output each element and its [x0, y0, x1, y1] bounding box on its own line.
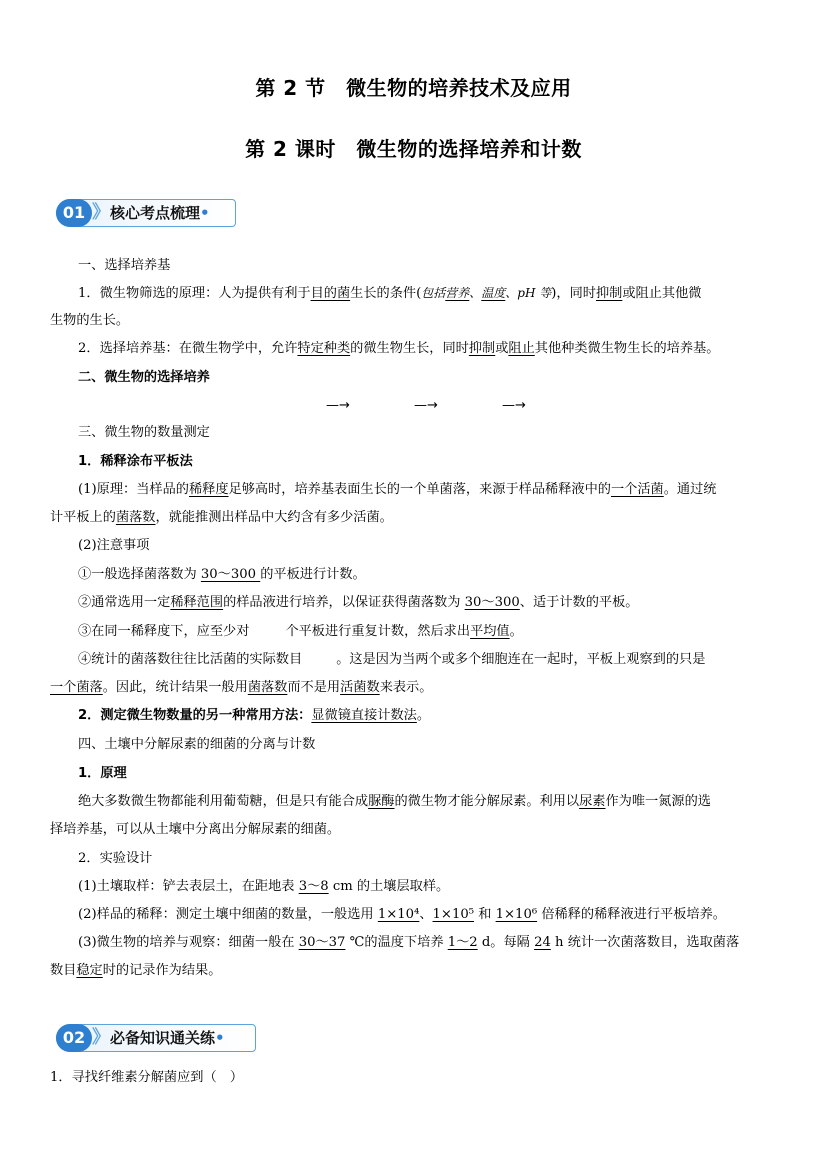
step-sampling: (1)土壤取样：铲去表层土，在距地表 3～8 cm 的土壤层取样。: [78, 879, 450, 894]
heading-selective-medium: 一、选择培养基: [78, 258, 171, 273]
arrow-icon: —→: [502, 398, 526, 413]
paragraph-3-cont: 计平板上的菌落数，就能推测出样品中大约含有多少活菌。: [50, 510, 393, 525]
banner-label: 必备知识通关练•: [110, 1029, 225, 1047]
section-title: 第 2 节 微生物的培养技术及应用: [255, 76, 572, 100]
banner-number: 01: [56, 199, 92, 227]
heading-counting: 三、微生物的数量测定: [78, 425, 210, 440]
dot-icon: •: [215, 1029, 225, 1047]
step-culture-cont: 数目稳定时的记录作为结果。: [50, 963, 222, 978]
step-dilution: (2)样品的稀释：测定土壤中细菌的数量，一般选用 1×10⁴、1×10⁵ 和 1×10⁶ 倍稀释的稀释液进行平板培养。: [78, 907, 726, 922]
heading-principle: 1．原理: [78, 766, 127, 781]
banner-label: 核心考点梳理•: [110, 204, 210, 222]
paragraph-microscope: 2．测定微生物数量的另一种常用方法：显微镜直接计数法。: [78, 708, 431, 723]
chevron-icon: 》: [92, 202, 110, 223]
heading-selective-culture: 二、微生物的选择培养: [78, 370, 210, 385]
chevron-icon: 》: [92, 1027, 110, 1048]
paragraph-1-cont: 生物的生长。: [50, 313, 130, 328]
paragraph-principle-cont: 择培养基，可以从土壤中分离出分解尿素的细菌。: [50, 822, 341, 837]
paragraph-principle: 绝大多数微生物都能利用葡萄糖，但是只有能合成脲酶的微生物才能分解尿素。利用以尿素作为唯一氮源的选: [78, 794, 711, 809]
note-1: ①一般选择菌落数为 30～300 的平板进行计数。: [78, 567, 366, 582]
step-culture: (3)微生物的培养与观察：细菌一般在 30～37 ℃的温度下培养 1～2 d。每隔 24 h 统计一次菌落数目，选取菌落: [78, 935, 740, 950]
arrow-icon: —→: [326, 398, 350, 413]
banner-practice: [56, 1024, 266, 1054]
banner-core-points: [56, 199, 246, 229]
note-4: ④统计的菌落数往往比活菌的实际数目 。这是因为当两个或多个细胞连在一起时，平板上观察到的只是: [78, 652, 706, 667]
note-3: ③在同一稀释度下，应至少对 个平板进行重复计数，然后求出平均值。: [78, 624, 523, 639]
arrow-icon: —→: [414, 398, 438, 413]
note-2: ②通常选用一定稀释范围的样品液进行培养，以保证获得菌落数为 30～300、适于计数的平板。: [78, 595, 639, 610]
heading-urea-bacteria: 四、土壤中分解尿素的细菌的分离与计数: [78, 737, 316, 752]
banner-number: 02: [56, 1024, 92, 1052]
paragraph-notes: (2)注意事项: [78, 538, 150, 553]
paragraph-1: 1．微生物筛选的原理：人为提供有利于目的菌生长的条件(包括营养、温度、pH 等)，同时抑制或阻止其他微: [78, 286, 702, 301]
heading-experiment-design: 2．实验设计: [78, 851, 153, 866]
question-1: 1．寻找纤维素分解菌应到（ ）: [50, 1070, 244, 1085]
paragraph-2: 2．选择培养基：在微生物学中，允许特定种类的微生物生长，同时抑制或阻止其他种类微生物生长的培养基。: [78, 341, 720, 356]
heading-dilution-plating: 1．稀释涂布平板法: [78, 454, 193, 469]
dot-icon: •: [200, 204, 210, 222]
lesson-title: 第 2 课时 微生物的选择培养和计数: [245, 137, 582, 161]
paragraph-3: (1)原理：当样品的稀释度足够高时，培养基表面生长的一个单菌落，来源于样品稀释液中的一个活菌。通过统: [78, 482, 717, 497]
note-4-cont: 一个菌落。因此，统计结果一般用菌落数而不是用活菌数来表示。: [50, 680, 433, 695]
